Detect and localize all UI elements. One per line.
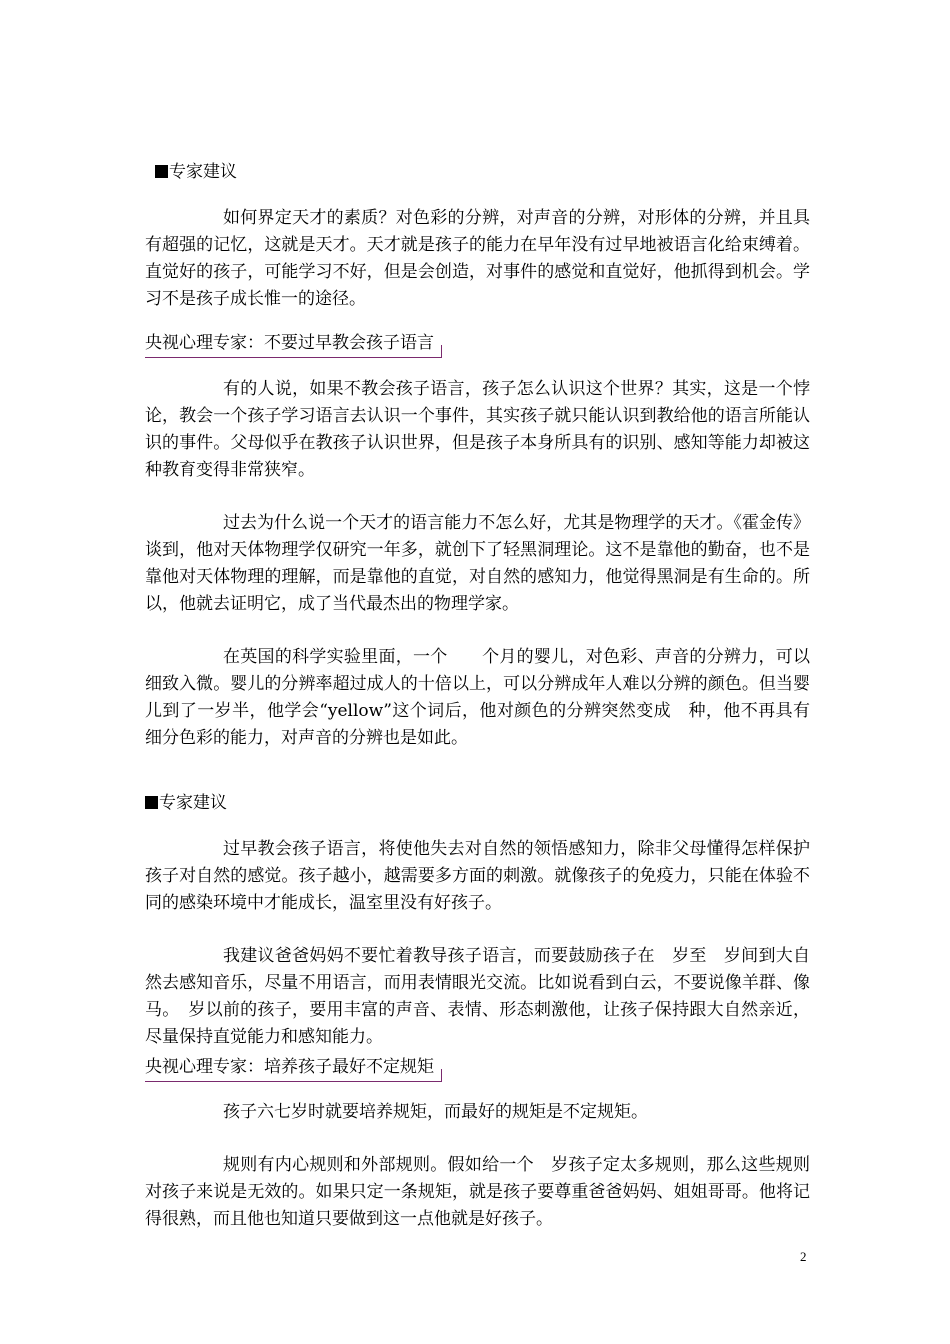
black-square-icon bbox=[145, 796, 158, 809]
expert-advice-heading-1 bbox=[155, 159, 237, 186]
heading-text: 专家建议 bbox=[169, 162, 237, 182]
heading-text: 专家建议 bbox=[159, 793, 227, 813]
section4-body bbox=[145, 1099, 810, 1233]
expert-advice-heading-2 bbox=[145, 790, 227, 817]
section-title-1: 央视心理专家：不要过早教会孩子语言 bbox=[145, 330, 442, 358]
section1-body bbox=[145, 205, 810, 313]
page-number: 2 bbox=[800, 1249, 807, 1264]
paragraph: 规则有内心规则和外部规则。假如给一个 岁孩子定太多规则，那么这些规则对孩子来说是无效的。如果只定一条规矩，就是孩子要尊重爸爸妈妈、姐姐哥哥。他将记得很熟，而且他也知道只要做到这一点他就是好孩子。 bbox=[145, 1155, 810, 1229]
paragraph: 如何界定天才的素质？对色彩的分辨，对声音的分辨，对形体的分辨，并且具有超强的记忆，这就是天才。天才就是孩子的能力在早年没有过早地被语言化给束缚着。直觉好的孩子，可能学习不好，但是会创造，对事件的感觉和直觉好，他抓得到机会。学习不是孩子成长惟一的途径。 bbox=[145, 208, 810, 309]
paragraph: 孩子六七岁时就要培养规矩，而最好的规矩是不定规矩。 bbox=[223, 1102, 648, 1122]
paragraph: 过早教会孩子语言，将使他失去对自然的领悟感知力，除非父母懂得怎样保护孩子对自然的感觉。孩子越小，越需要多方面的刺激。就像孩子的免疫力，只能在体验不同的感染环境中才能成长，温室里没有好孩子。 bbox=[145, 839, 810, 913]
black-square-icon bbox=[155, 165, 168, 178]
paragraph: 过去为什么说一个天才的语言能力不怎么好，尤其是物理学的天才。《霍金传》谈到，他对天体物理学仅研究一年多，就创下了轻黑洞理论。这不是靠他的勤奋，也不是靠他对天体物理的理解，而是靠他的直觉，对自然的感知力，他觉得黑洞是有生命的。所以，他就去证明它，成了当代最杰出的物理学家。 bbox=[145, 513, 810, 614]
paragraph: 在英国的科学实验里面，一个 个月的婴儿，对色彩、声音的分辨力，可以细致入微。婴儿的分辨率超过成人的十倍以上，可以分辨成年人难以分辨的颜色。但当婴儿到了一岁半，他学会“yellow”这个词后，他对颜色的分辨突然变成 种，他不再具有细分色彩的能力，对声音的分辨也是如此。 bbox=[145, 647, 810, 748]
section2-body bbox=[145, 376, 810, 752]
paragraph: 我建议爸爸妈妈不要忙着教导孩子语言，而要鼓励孩子在 岁至 岁间到大自然去感知音乐，尽量不用语言，而用表情眼光交流。比如说看到白云，不要说像羊群、像马。 岁以前的孩子，要用丰富的声音、表情、形态刺激他，让孩子保持跟大自然亲近，尽量保持直觉能力和感知能力。 bbox=[145, 946, 810, 1047]
section3-body bbox=[145, 836, 810, 1051]
section-title-2: 央视心理专家：培养孩子最好不定规矩 bbox=[145, 1054, 442, 1082]
paragraph: 有的人说，如果不教会孩子语言，孩子怎么认识这个世界？其实，这是一个悖论，教会一个孩子学习语言去认识一个事件，其实孩子就只能认识到教给他的语言所能认识的事件。父母似乎在教孩子认识世界，但是孩子本身所具有的识别、感知等能力却被这种教育变得非常狭窄。 bbox=[145, 379, 810, 480]
